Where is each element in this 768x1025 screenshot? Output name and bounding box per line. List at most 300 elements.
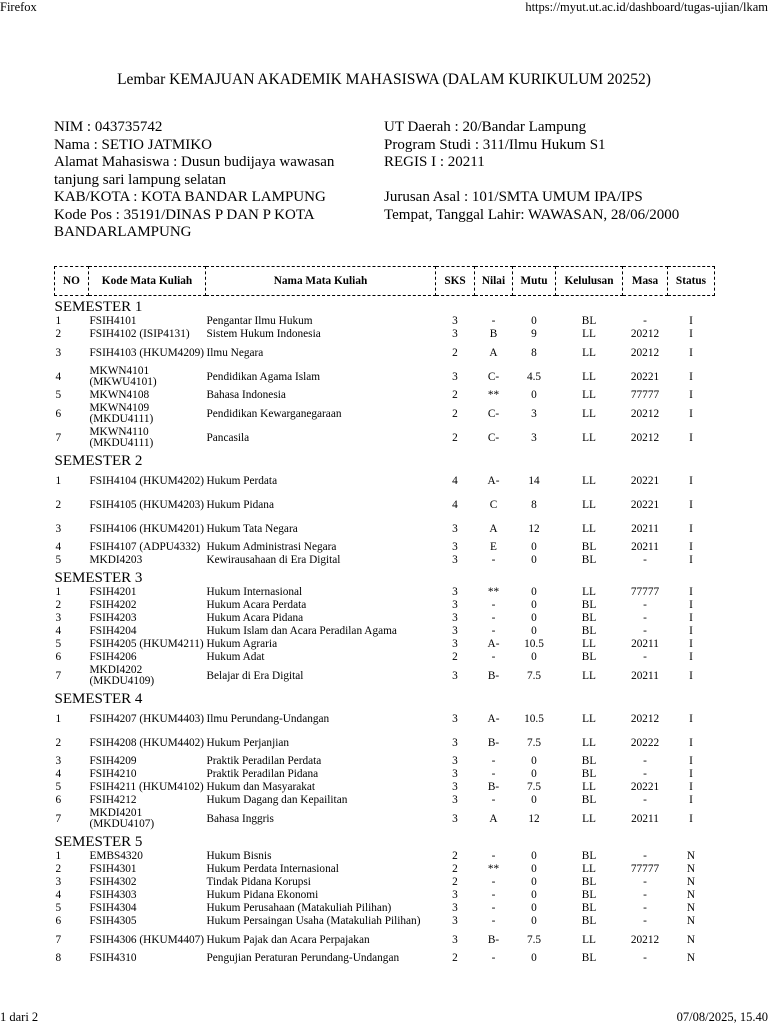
cell-no: 2 (55, 498, 62, 511)
cell-kode: FSIH4211 (HKUM4102) (89, 781, 204, 793)
cell-status: I (689, 599, 693, 611)
cell-masa: 20212 (630, 431, 660, 444)
cell-kelulusan: LL (582, 712, 596, 725)
cell-no: 5 (55, 781, 62, 793)
course-row (55, 902, 715, 915)
cell-masa: - (643, 889, 647, 901)
cell-nama: Praktik Peradilan Pidana (206, 768, 319, 780)
semester-header (55, 688, 715, 707)
cell-kode: MKWN4108 (89, 389, 150, 401)
cell-status: I (689, 346, 693, 359)
cell-sks: 2 (452, 407, 458, 420)
course-row (55, 586, 715, 599)
cell-sks: 3 (452, 554, 458, 566)
course-row (55, 426, 715, 450)
cell-sks: 2 (452, 952, 458, 964)
semester-header (55, 831, 715, 850)
cell-masa: 20212 (630, 712, 660, 725)
cell-status: I (689, 669, 693, 682)
cell-masa: 20221 (630, 370, 660, 383)
cell-nama: Bahasa Inggris (206, 812, 274, 825)
cell-status: I (689, 498, 693, 511)
cell-masa: 77777 (630, 389, 660, 401)
cell-mutu: 0 (531, 794, 537, 806)
nim-field: NIM : 043735742 (54, 119, 163, 135)
cell-kode: FSIH4306 (HKUM4407) (89, 933, 205, 946)
cell-status: I (689, 328, 693, 340)
course-row (55, 889, 715, 902)
cell-mutu: 0 (531, 952, 537, 964)
cell-kelulusan: LL (582, 370, 596, 383)
cell-masa: - (643, 625, 647, 637)
cell-masa: 20212 (630, 328, 660, 340)
cell-nama: Hukum Perjanjian (206, 736, 290, 749)
cell-no: 4 (55, 625, 62, 637)
cell-sks: 4 (452, 498, 458, 511)
program-studi-field: Program Studi : 311/Ilmu Hukum S1 (384, 136, 606, 153)
cell-kelulusan: LL (582, 328, 596, 340)
cell-nilai: C- (487, 431, 500, 444)
semester-header (55, 567, 715, 586)
cell-nama: Sistem Hukum Indonesia (206, 328, 321, 340)
cell-nilai: - (491, 612, 496, 624)
cell-nama: Hukum Pajak dan Acara Perpajakan (206, 933, 370, 946)
ut-daerah-field: UT Daerah : 20/Bandar Lampung (384, 119, 587, 135)
cell-no: 1 (55, 474, 62, 487)
cell-no: 6 (55, 407, 62, 420)
cell-kode: FSIH4205 (HKUM4211) (89, 638, 204, 650)
cell-kode: MKDI4203 (89, 554, 143, 566)
semester-label: SEMESTER 3 (54, 570, 143, 586)
cell-nama: Pendidikan Agama Islam (206, 370, 321, 383)
cell-nilai: A- (487, 638, 500, 650)
cell-sks: 3 (452, 902, 458, 914)
course-row (55, 638, 715, 651)
cell-kelulusan: LL (582, 669, 596, 682)
cell-kelulusan: BL (581, 915, 597, 927)
cell-status: I (689, 612, 693, 624)
cell-nama: Hukum Dagang dan Kepailitan (206, 794, 348, 806)
cell-no: 3 (55, 346, 62, 359)
cell-kelulusan: LL (582, 407, 596, 420)
cell-status: I (689, 638, 693, 650)
cell-no: 4 (55, 889, 62, 901)
cell-kode: FSIH4209 (89, 755, 137, 767)
cell-mutu: 0 (531, 768, 537, 780)
cell-status: I (689, 712, 693, 725)
cell-nilai: A- (487, 712, 500, 725)
cell-mutu: 9 (531, 328, 537, 340)
cell-nama: Ilmu Perundang-Undangan (206, 712, 330, 725)
cell-masa: 20211 (631, 812, 659, 825)
cell-kode: MKDI4202 (MKDU4109) (89, 664, 155, 687)
cell-nilai: A (489, 522, 498, 535)
cell-kelulusan: LL (582, 522, 596, 535)
cell-mutu: 12 (528, 522, 540, 535)
cell-kode: FSIH4310 (89, 952, 137, 964)
cell-status: N (686, 915, 696, 927)
browser-app-name: Firefox (0, 0, 37, 14)
cell-no: 7 (55, 933, 62, 946)
cell-mutu: 8 (531, 498, 537, 511)
cell-sks: 2 (452, 389, 458, 401)
cell-nama: Hukum Persaingan Usaha (Matakuliah Pilihan) (206, 915, 421, 927)
cell-nama: Belajar di Era Digital (206, 669, 304, 682)
cell-no: 6 (55, 794, 62, 806)
header-status: Status (668, 267, 715, 296)
cell-kode: FSIH4203 (89, 612, 137, 624)
cell-status: I (689, 812, 693, 825)
cell-no: 5 (55, 638, 62, 650)
cell-nama: Kewirausahaan di Era Digital (206, 554, 341, 566)
cell-nilai: - (491, 952, 496, 964)
cell-masa: - (643, 755, 647, 767)
cell-no: 6 (55, 915, 62, 927)
course-row (55, 517, 715, 541)
course-row (55, 807, 715, 831)
cell-kelulusan: BL (581, 554, 597, 566)
course-row (55, 952, 715, 965)
cell-mutu: 0 (531, 599, 537, 611)
cell-status: N (686, 902, 696, 914)
cell-mutu: 0 (531, 889, 537, 901)
course-row (55, 707, 715, 731)
cell-kode: EMBS4320 (89, 850, 143, 862)
header-mutu: Mutu (513, 267, 556, 296)
cell-no: 7 (55, 669, 62, 682)
cell-masa: - (643, 554, 647, 566)
cell-status: N (686, 863, 696, 875)
cell-kelulusan: BL (581, 599, 597, 611)
cell-mutu: 0 (531, 863, 537, 875)
cell-no: 1 (55, 850, 62, 862)
cell-masa: 20222 (630, 736, 660, 749)
cell-mutu: 0 (531, 554, 537, 566)
cell-mutu: 8 (531, 346, 537, 359)
cell-masa: 20221 (630, 781, 660, 793)
semester-header (55, 450, 715, 469)
cell-sks: 3 (452, 755, 458, 767)
cell-kelulusan: BL (581, 315, 597, 327)
cell-kode: FSIH4206 (89, 651, 137, 663)
cell-kelulusan: BL (581, 612, 597, 624)
cell-kode: FSIH4302 (89, 876, 137, 888)
cell-mutu: 7.5 (526, 736, 542, 749)
cell-no: 5 (55, 554, 62, 566)
cell-nilai: B- (487, 669, 500, 682)
cell-status: I (689, 586, 693, 598)
cell-kode: FSIH4303 (89, 889, 137, 901)
cell-masa: - (643, 902, 647, 914)
cell-mutu: 7.5 (526, 781, 542, 793)
cell-mutu: 0 (531, 902, 537, 914)
jurusan-asal-field: Jurusan Asal : 101/SMTA UMUM IPA/IPS (384, 189, 643, 205)
cell-nilai: - (491, 768, 496, 780)
cell-masa: - (643, 876, 647, 888)
cell-sks: 3 (452, 586, 458, 598)
cell-status: N (686, 876, 696, 888)
cell-masa: 77777 (630, 863, 660, 875)
cell-mutu: 7.5 (526, 933, 542, 946)
course-row (55, 365, 715, 389)
course-row (55, 612, 715, 625)
cell-sks: 2 (452, 346, 458, 359)
cell-mutu: 7.5 (526, 669, 542, 682)
cell-kelulusan: LL (582, 933, 596, 946)
cell-sks: 3 (452, 522, 458, 535)
cell-sks: 3 (452, 794, 458, 806)
cell-masa: 77777 (630, 586, 660, 598)
cell-nilai: - (491, 315, 496, 327)
cell-nama: Hukum Internasional (206, 586, 303, 598)
cell-kode: FSIH4301 (89, 863, 137, 875)
cell-mutu: 10.5 (524, 638, 544, 650)
cell-nama: Hukum Pidana (206, 498, 274, 511)
semester-label: SEMESTER 4 (54, 691, 143, 707)
cell-mutu: 10.5 (524, 712, 544, 725)
cell-nilai: - (491, 850, 496, 862)
cell-no: 8 (55, 952, 62, 964)
cell-no: 1 (55, 586, 62, 598)
cell-sks: 3 (452, 781, 458, 793)
cell-status: I (689, 794, 693, 806)
cell-masa: - (643, 651, 647, 663)
course-row (55, 315, 715, 328)
cell-sks: 3 (452, 736, 458, 749)
course-row (55, 664, 715, 688)
cell-mutu: 0 (531, 651, 537, 663)
cell-kelulusan: LL (582, 498, 596, 511)
cell-nilai: - (491, 755, 496, 767)
cell-nama: Pengujian Peraturan Perundang-Undangan (206, 952, 400, 964)
student-info-left (54, 119, 372, 242)
cell-kode: FSIH4207 (HKUM4403) (89, 712, 205, 725)
cell-nama: Ilmu Negara (206, 346, 264, 359)
cell-nama: Pengantar Ilmu Hukum (206, 315, 313, 327)
cell-masa: 20221 (630, 498, 660, 511)
cell-nama: Hukum Pidana Ekonomi (206, 889, 319, 901)
course-row (55, 850, 715, 863)
page-url: https://myut.ut.ac.id/dashboard/tugas-ujian/lkam (525, 0, 768, 14)
cell-kelulusan: LL (582, 586, 596, 598)
cell-kode: FSIH4105 (HKUM4203) (89, 498, 205, 511)
cell-kode: FSIH4304 (89, 902, 137, 914)
cell-nama: Hukum Acara Perdata (206, 599, 307, 611)
print-datetime: 07/08/2025, 15.40 (676, 1010, 768, 1024)
cell-kelulusan: LL (582, 431, 596, 444)
cell-nama: Hukum dan Masyarakat (206, 781, 316, 793)
cell-nama: Pendidikan Kewarganegaraan (206, 407, 342, 420)
cell-status: N (686, 952, 696, 964)
cell-nilai: - (491, 625, 496, 637)
cell-status: I (689, 541, 693, 553)
cell-mutu: 3 (531, 431, 537, 444)
cell-masa: - (643, 315, 647, 327)
cell-nilai: C- (487, 370, 500, 383)
cell-sks: 3 (452, 612, 458, 624)
cell-sks: 3 (452, 370, 458, 383)
cell-status: I (689, 389, 693, 401)
cell-masa: 20211 (631, 669, 659, 682)
cell-mutu: 14 (528, 474, 540, 487)
header-nilai: Nilai (475, 267, 513, 296)
cell-nilai: B (489, 328, 498, 340)
cell-masa: - (643, 768, 647, 780)
cell-sks: 3 (452, 933, 458, 946)
cell-kelulusan: LL (582, 781, 596, 793)
cell-nama: Hukum Perdata Internasional (206, 863, 339, 875)
cell-status: I (689, 522, 693, 535)
cell-sks: 3 (452, 599, 458, 611)
cell-kelulusan: BL (581, 541, 597, 553)
cell-sks: 3 (452, 768, 458, 780)
cell-mutu: 0 (531, 612, 537, 624)
cell-no: 4 (55, 541, 62, 553)
cell-kode: FSIH4305 (89, 915, 137, 927)
cell-status: I (689, 407, 693, 420)
cell-masa: - (643, 599, 647, 611)
cell-no: 7 (55, 431, 62, 444)
cell-no: 2 (55, 863, 62, 875)
cell-status: N (686, 850, 696, 862)
cell-kode: FSIH4212 (89, 794, 137, 806)
cell-sks: 4 (452, 474, 458, 487)
cell-status: I (689, 554, 693, 566)
cell-sks: 3 (452, 541, 458, 553)
course-row (55, 794, 715, 807)
cell-kelulusan: BL (581, 768, 597, 780)
cell-mutu: 0 (531, 541, 537, 553)
cell-nilai: B- (487, 933, 500, 946)
cell-no: 3 (55, 876, 62, 888)
header-masa: Masa (623, 267, 668, 296)
cell-masa: 20212 (630, 407, 660, 420)
cell-masa: - (643, 952, 647, 964)
cell-nilai: A- (487, 474, 500, 487)
ttl-field: Tempat, Tanggal Lahir: WAWASAN, 28/06/2000 (384, 206, 680, 223)
cell-nilai: C (489, 498, 498, 511)
cell-status: I (689, 651, 693, 663)
cell-nilai: ** (487, 389, 500, 401)
cell-nama: Pancasila (206, 431, 250, 444)
cell-status: I (689, 625, 693, 637)
cell-mutu: 3 (531, 407, 537, 420)
course-row (55, 493, 715, 517)
cell-sks: 2 (452, 876, 458, 888)
cell-kelulusan: BL (581, 876, 597, 888)
course-row (55, 651, 715, 664)
cell-mutu: 12 (528, 812, 540, 825)
table-header-row (55, 267, 715, 296)
cell-sks: 3 (452, 315, 458, 327)
cell-mutu: 0 (531, 389, 537, 401)
cell-nilai: E (490, 541, 497, 553)
cell-sks: 2 (452, 651, 458, 663)
course-row (55, 731, 715, 755)
cell-sks: 3 (452, 328, 458, 340)
cell-mutu: 0 (531, 755, 537, 767)
course-row (55, 599, 715, 612)
cell-sks: 3 (452, 669, 458, 682)
cell-nama: Hukum Perusahaan (Matakuliah Pilihan) (206, 902, 392, 914)
kode-pos-field: Kode Pos : 35191/DINAS P DAN P KOTA BANDARLAMPUNG (54, 206, 314, 240)
cell-sks: 3 (452, 638, 458, 650)
cell-masa: - (643, 915, 647, 927)
course-row (55, 341, 715, 365)
cell-status: I (689, 370, 693, 383)
cell-kode: FSIH4204 (89, 625, 137, 637)
semester-label: SEMESTER 2 (54, 453, 143, 469)
course-row (55, 781, 715, 794)
cell-kelulusan: BL (581, 794, 597, 806)
cell-nama: Hukum Bisnis (206, 850, 272, 862)
header-kelulusan: Kelulusan (556, 267, 623, 296)
cell-mutu: 4.5 (526, 370, 542, 383)
cell-mutu: 0 (531, 625, 537, 637)
course-row (55, 768, 715, 781)
cell-masa: 20212 (630, 346, 660, 359)
cell-nilai: - (491, 902, 496, 914)
cell-masa: 20211 (631, 541, 659, 553)
semester-label: SEMESTER 1 (54, 299, 143, 315)
alamat-field: Alamat Mahasiswa : Dusun budijaya wawasan tanjung sari lampung selatan (54, 154, 335, 188)
cell-sks: 3 (452, 889, 458, 901)
cell-nama: Praktik Peradilan Perdata (206, 755, 322, 767)
cell-no: 6 (55, 651, 62, 663)
cell-kode: FSIH4106 (HKUM4201) (89, 522, 205, 535)
cell-kelulusan: LL (582, 346, 596, 359)
cell-no: 7 (55, 812, 62, 825)
cell-mutu: 0 (531, 915, 537, 927)
cell-status: I (689, 315, 693, 327)
cell-nilai: - (491, 889, 496, 901)
cell-no: 2 (55, 599, 62, 611)
cell-nilai: - (491, 554, 496, 566)
cell-kode: FSIH4201 (89, 586, 137, 598)
cell-kelulusan: BL (581, 850, 597, 862)
cell-kelulusan: LL (582, 474, 596, 487)
cell-nilai: - (491, 794, 496, 806)
cell-status: N (686, 933, 696, 946)
cell-no: 5 (55, 902, 62, 914)
cell-mutu: 0 (531, 586, 537, 598)
cell-status: I (689, 768, 693, 780)
cell-nilai: A (489, 812, 498, 825)
cell-kode: MKWN4109 (MKDU4111) (89, 402, 154, 425)
course-row (55, 625, 715, 638)
cell-kelulusan: LL (582, 389, 596, 401)
grades-body (55, 296, 715, 966)
header-kode: Kode Mata Kuliah (89, 267, 206, 296)
cell-status: I (689, 474, 693, 487)
cell-nama: Tindak Pidana Korupsi (206, 876, 311, 888)
course-row (55, 876, 715, 889)
cell-nama: Hukum Administrasi Negara (206, 541, 337, 553)
course-row (55, 541, 715, 554)
cell-kelulusan: LL (582, 736, 596, 749)
cell-sks: 2 (452, 863, 458, 875)
cell-kode: FSIH4107 (ADPU4332) (89, 541, 201, 553)
cell-no: 3 (55, 612, 62, 624)
cell-nama: Bahasa Indonesia (206, 389, 286, 401)
cell-kelulusan: BL (581, 625, 597, 637)
cell-no: 4 (55, 370, 62, 383)
cell-masa: - (643, 850, 647, 862)
cell-nilai: C- (487, 407, 500, 420)
regis-field: REGIS I : 20211 (384, 154, 485, 170)
cell-status: I (689, 755, 693, 767)
course-row (55, 928, 715, 952)
